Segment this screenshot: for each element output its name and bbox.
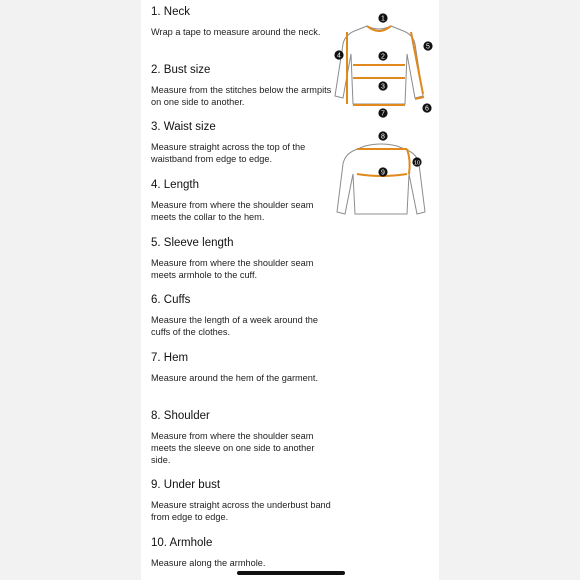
item-hem: [151, 351, 333, 384]
item-under-bust: [151, 478, 333, 523]
item-title: 4. Length: [151, 179, 199, 191]
item-description: Measure the length of a week around the cuffs of the clothes.: [151, 315, 319, 337]
item-description: Measure from where the shoulder seam meets armhole to the cuff.: [151, 258, 314, 280]
marker-7: 7: [381, 110, 385, 118]
item-description: Measure from where the shoulder seam meets the collar to the hem.: [151, 200, 314, 222]
item-description: Measure around the hem of the garment.: [151, 373, 319, 383]
marker-4: 4: [337, 52, 341, 60]
item-description: Wrap a tape to measure around the neck.: [151, 27, 321, 37]
home-indicator[interactable]: [237, 571, 345, 575]
back-sweater-outline: [337, 144, 425, 214]
item-length: [151, 178, 333, 223]
item-title: 9. Under bust: [151, 479, 221, 491]
diagram-markers: [334, 13, 432, 176]
garment-diagram: [331, 8, 439, 224]
item-description: Measure from where the shoulder seam meets the sleeve on one side to another side.: [151, 431, 315, 465]
size-guide-page: [141, 0, 439, 580]
item-title: 1. Neck: [151, 6, 190, 18]
item-waist-size: [151, 120, 333, 165]
marker-3: 3: [381, 83, 385, 91]
item-title: 7. Hem: [151, 352, 189, 364]
item-description: Measure from the stitches below the armpits on one side to another.: [151, 85, 332, 107]
item-title: 8. Shoulder: [151, 410, 210, 422]
item-armhole: [151, 536, 333, 569]
armhole-line: [407, 149, 410, 174]
marker-10: 10: [413, 160, 421, 167]
item-title: 6. Cuffs: [151, 294, 191, 306]
item-shoulder: [151, 409, 333, 466]
item-description: Measure straight across the underbust band from edge to edge.: [151, 500, 331, 522]
marker-2: 2: [381, 53, 385, 61]
marker-9: 9: [381, 169, 385, 177]
marker-8: 8: [381, 133, 385, 141]
marker-6: 6: [425, 105, 429, 113]
item-title: 3. Waist size: [151, 121, 216, 133]
item-title: 5. Sleeve length: [151, 237, 234, 249]
item-neck: [151, 5, 333, 38]
item-sleeve-length: [151, 236, 333, 281]
front-measure-lines: [347, 26, 424, 105]
item-cuffs: [151, 293, 333, 338]
item-description: Measure along the armhole.: [151, 558, 266, 568]
item-title: 10. Armhole: [151, 537, 213, 549]
marker-1: 1: [381, 15, 385, 23]
item-bust-size: [151, 63, 333, 108]
item-title: 2. Bust size: [151, 64, 211, 76]
item-description: Measure straight across the top of the waistband from edge to edge.: [151, 142, 306, 164]
marker-5: 5: [426, 43, 430, 51]
